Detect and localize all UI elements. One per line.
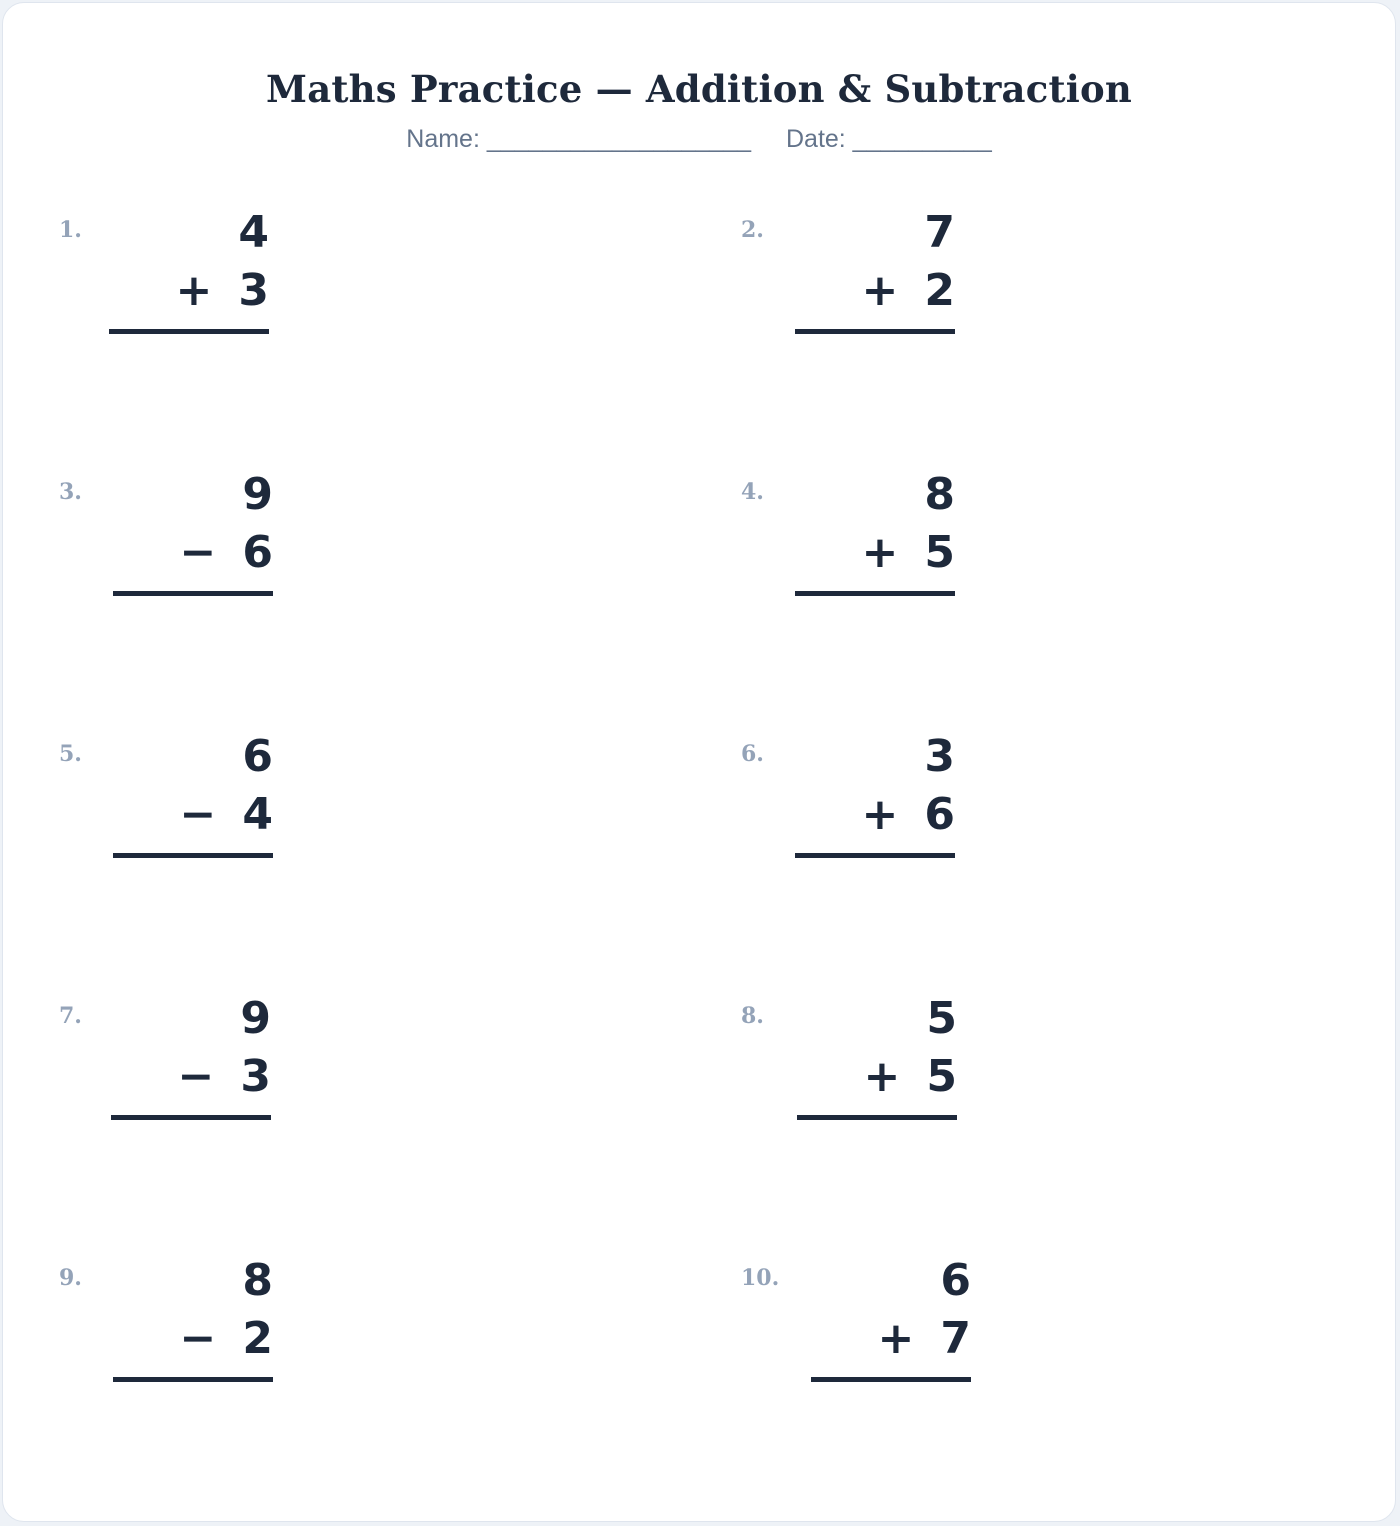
top-operand: 8 [242, 1255, 273, 1306]
problem-number: 8. [741, 1003, 764, 1029]
worksheet-title: Maths Practice — Addition & Subtraction [266, 67, 1132, 111]
answer-line [795, 329, 955, 334]
date-field: Date: __________ [785, 125, 992, 153]
worksheet-meta [3, 125, 1395, 154]
bottom-operand: + 3 [175, 265, 269, 316]
bottom-operand: + 6 [861, 789, 955, 840]
problem-5 [59, 727, 273, 877]
problem-number: 1. [59, 217, 82, 243]
problem-8 [741, 989, 957, 1139]
answer-line [795, 853, 955, 858]
operator: + [175, 265, 213, 316]
answer-line [113, 591, 273, 596]
top-operand: 9 [240, 993, 271, 1044]
top-operand: 6 [940, 1255, 971, 1306]
top-operand: 6 [242, 731, 273, 782]
problem-10 [741, 1251, 971, 1401]
problem-number: 10. [741, 1265, 780, 1291]
operator: + [863, 1051, 901, 1102]
operator: + [861, 265, 899, 316]
operator: + [861, 527, 899, 578]
bottom-operand: − 4 [179, 789, 273, 840]
problem-4 [741, 465, 955, 615]
operator: − [179, 1313, 217, 1364]
problem-6 [741, 727, 955, 877]
name-field: Name: ___________________ [406, 125, 752, 153]
bottom-operand: + 5 [861, 527, 955, 578]
top-operand: 3 [924, 731, 955, 782]
answer-line [811, 1377, 971, 1382]
problem-1 [59, 203, 269, 353]
operator: + [861, 789, 899, 840]
problem-3 [59, 465, 273, 615]
bottom-operand: + 7 [877, 1313, 971, 1364]
operator: + [877, 1313, 915, 1364]
answer-line [113, 1377, 273, 1382]
answer-line [109, 329, 269, 334]
problem-number: 7. [59, 1003, 82, 1029]
bottom-operand: − 3 [177, 1051, 271, 1102]
problem-2 [741, 203, 955, 353]
bottom-operand: − 6 [179, 527, 273, 578]
top-operand: 7 [924, 207, 955, 258]
operator: − [177, 1051, 215, 1102]
answer-line [795, 591, 955, 596]
operator: − [179, 527, 217, 578]
top-operand: 5 [926, 993, 957, 1044]
answer-line [113, 853, 273, 858]
problem-number: 9. [59, 1265, 82, 1291]
answer-line [111, 1115, 271, 1120]
bottom-operand: + 2 [861, 265, 955, 316]
bottom-operand: − 2 [179, 1313, 273, 1364]
operator: − [179, 789, 217, 840]
answer-line [797, 1115, 957, 1120]
problem-number: 3. [59, 479, 82, 505]
problem-9 [59, 1251, 273, 1401]
problem-number: 6. [741, 741, 764, 767]
problem-7 [59, 989, 271, 1139]
problem-number: 4. [741, 479, 764, 505]
top-operand: 9 [242, 469, 273, 520]
problem-number: 2. [741, 217, 764, 243]
bottom-operand: + 5 [863, 1051, 957, 1102]
problem-number: 5. [59, 741, 82, 767]
worksheet-page [2, 2, 1396, 1522]
top-operand: 4 [238, 207, 269, 258]
top-operand: 8 [924, 469, 955, 520]
